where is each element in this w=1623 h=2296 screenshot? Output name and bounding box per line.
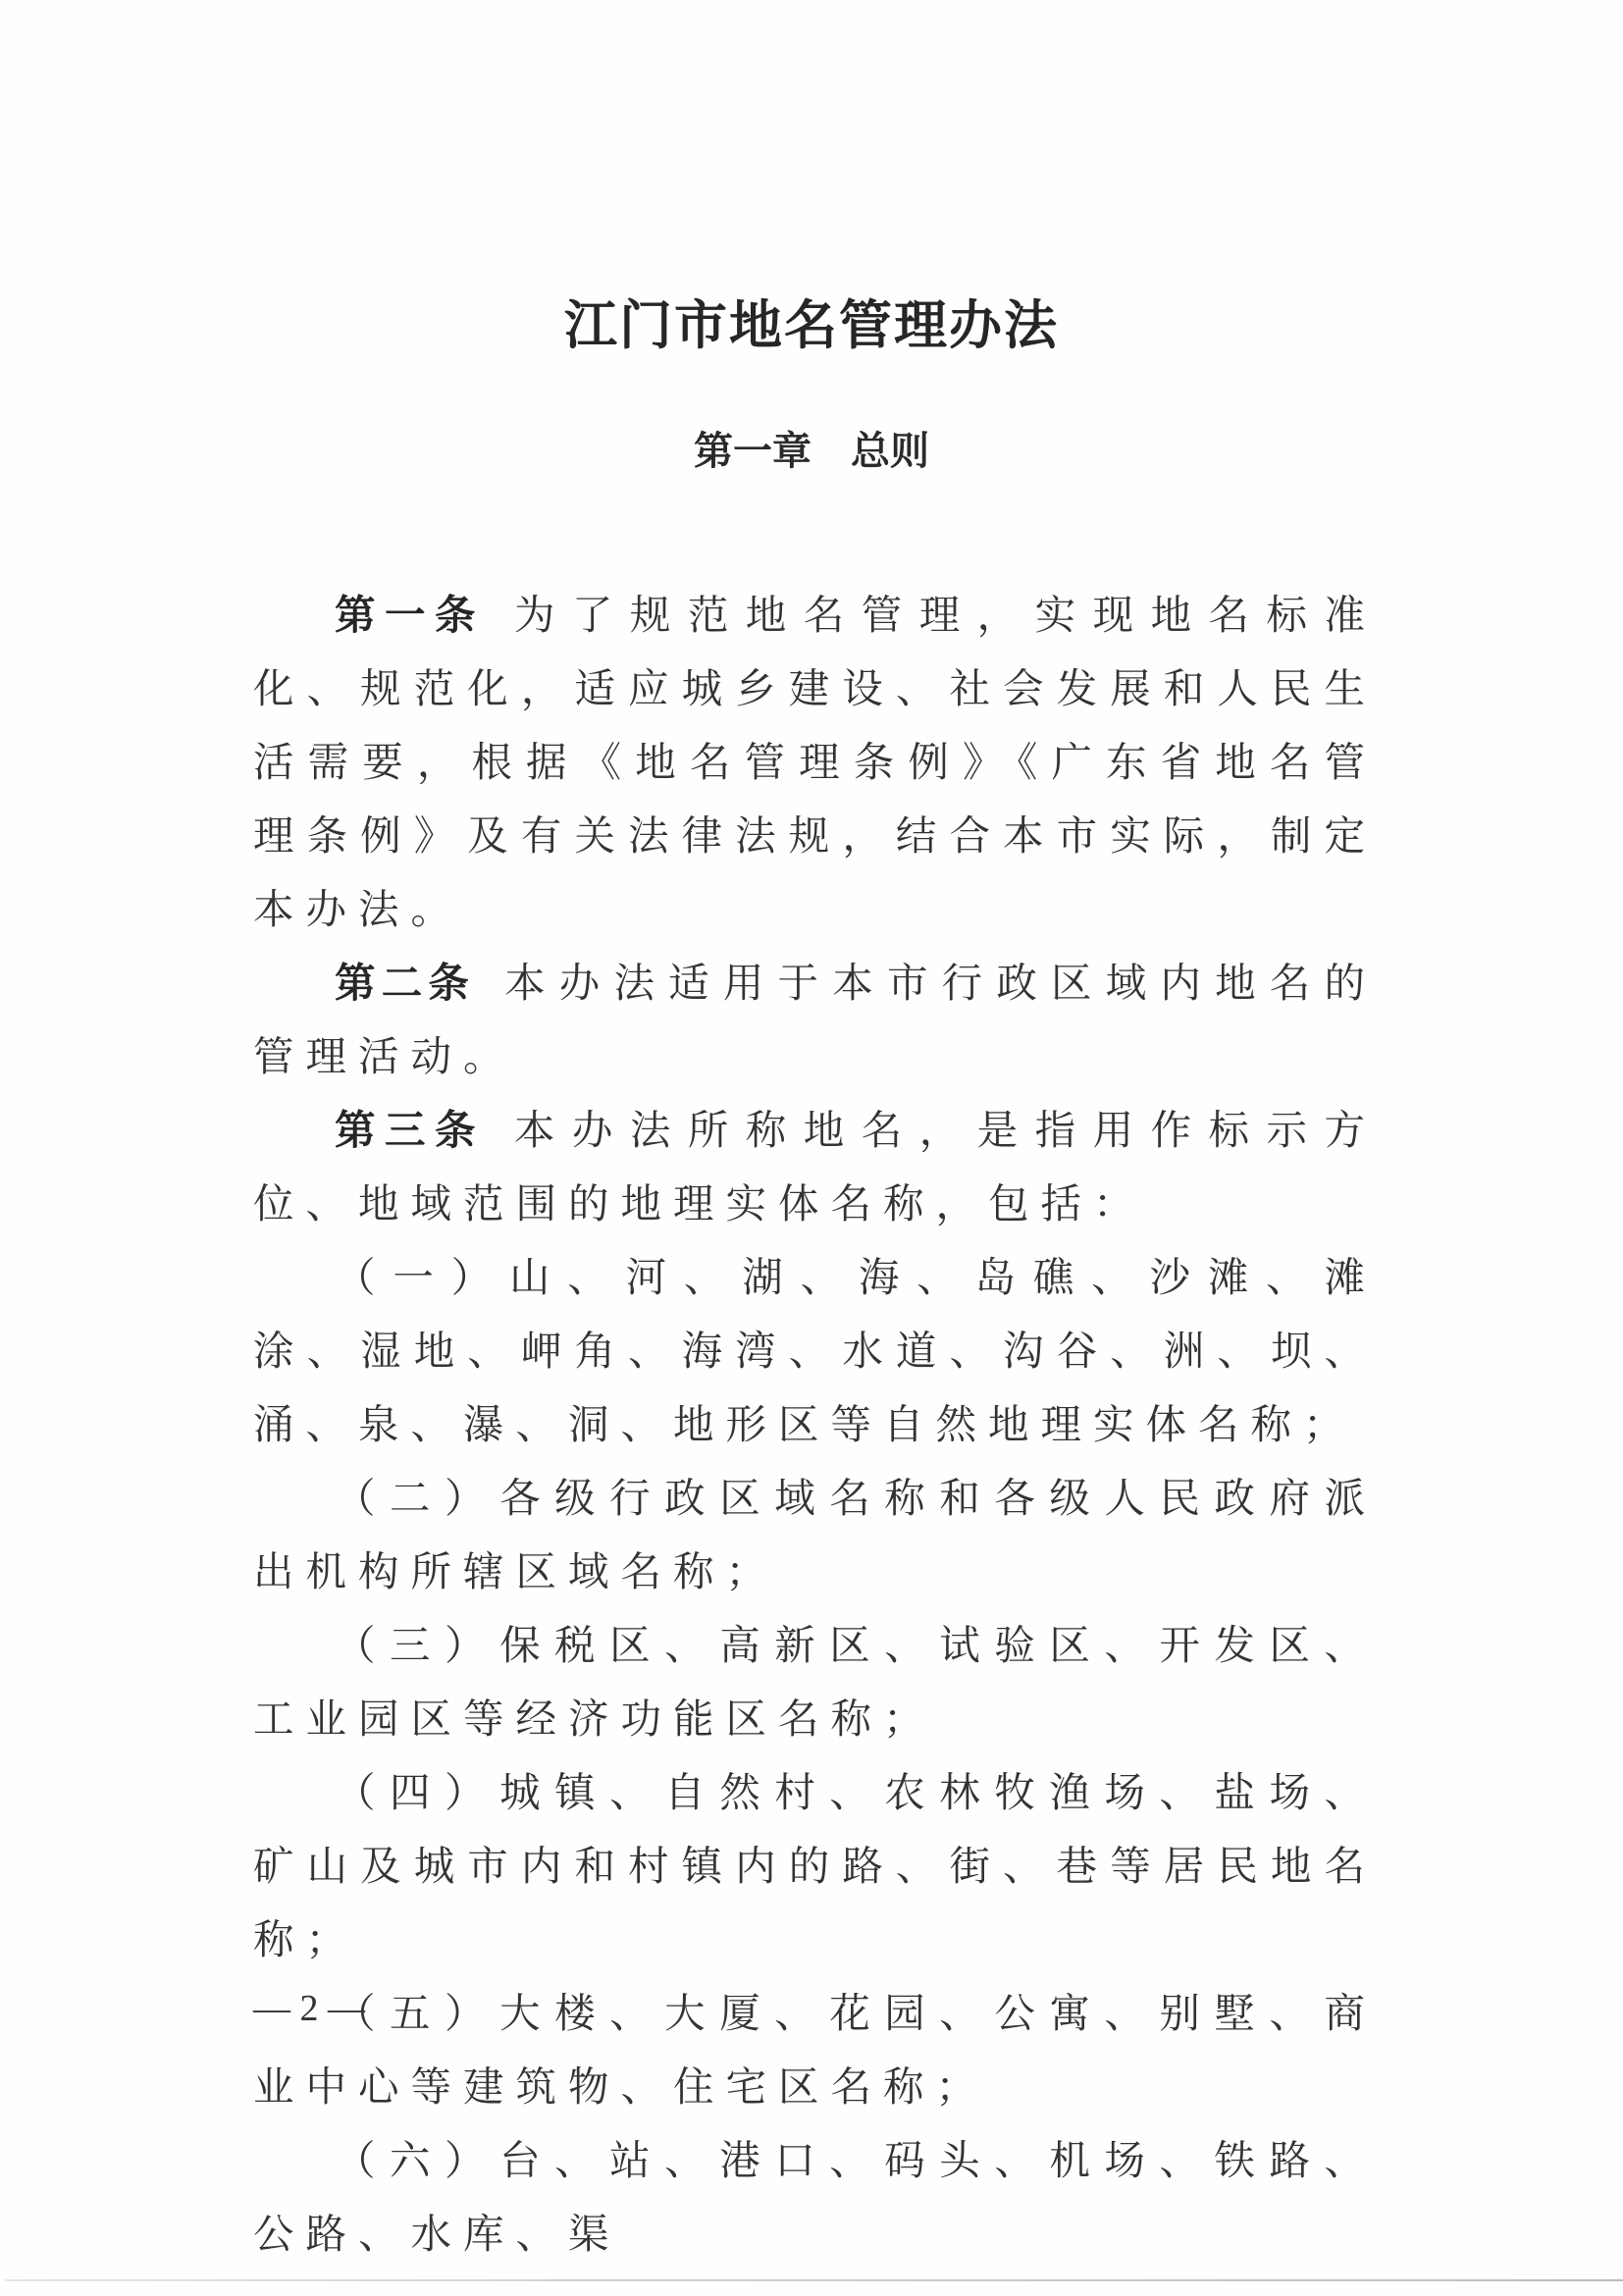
list-item-3: [253, 1608, 1377, 1755]
list-item-text: （五）大楼、大厦、花园、公寓、别墅、商业中心等建筑物、住宅区名称；: [253, 1989, 1377, 2111]
article-label: 第一条: [335, 591, 485, 639]
article-1: [253, 578, 1377, 946]
document-title: 江门市地名管理办法: [564, 293, 1059, 357]
list-item-text: （三）保税区、高新区、试验区、开发区、工业园区等经济功能区名称；: [253, 1621, 1377, 1743]
document-body: [253, 578, 1377, 2270]
article-3: [253, 1093, 1377, 1240]
list-item-text: （二）各级行政区域名称和各级人民政府派出机构所辖区域名称；: [253, 1474, 1377, 1595]
article-2: [253, 946, 1377, 1093]
article-label: 第三条: [335, 1106, 485, 1154]
list-item-text: （四）城镇、自然村、农林牧渔场、盐场、矿山及城市内和村镇内的路、街、巷等居民地名称；: [253, 1768, 1377, 1963]
list-item-4: [253, 1755, 1377, 1976]
list-item-5: [253, 1976, 1377, 2123]
list-item-1: [253, 1240, 1377, 1461]
scan-edge-divider: [5, 2279, 1623, 2281]
article-label: 第二条: [335, 959, 476, 1007]
list-item-text: （六）台、站、港口、码头、机场、铁路、公路、水库、渠: [253, 2136, 1377, 2258]
page-number: — 2 —: [253, 1988, 365, 2029]
list-item-text: （一）山、河、湖、海、岛礁、沙滩、滩涂、湿地、岬角、海湾、水道、沟谷、洲、坝、涌、泉、瀑、洞、地形区等自然地理实体名称；: [253, 1253, 1377, 1448]
article-text: 本办法适用于本市行政区域内地名的管理活动。: [253, 959, 1377, 1080]
article-text: 为了规范地名管理，实现地名标准化、规范化，适应城乡建设、社会发展和人民生活需要，根据《地名管理条例》《广东省地名管理条例》及有关法律法规，结合本市实际，制定本办法。: [253, 591, 1377, 933]
chapter-heading: 第一章 总则: [694, 428, 929, 474]
list-item-6: [253, 2123, 1377, 2270]
list-item-2: [253, 1461, 1377, 1608]
article-text: 本办法所称地名，是指用作标示方位、地域范围的地理实体名称，包括：: [253, 1106, 1377, 1227]
